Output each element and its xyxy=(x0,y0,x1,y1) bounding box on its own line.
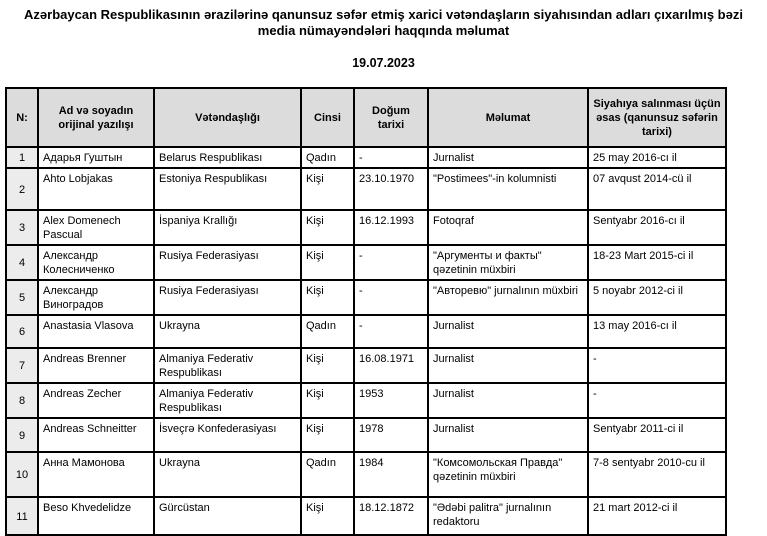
table-header-cell: Doğum tarixi xyxy=(354,88,428,147)
table-cell: Александр Колесниченко xyxy=(38,245,154,280)
table-cell: Адарья Гуштын xyxy=(38,147,154,168)
table-cell: Qadın xyxy=(301,147,354,168)
table-cell: 21 mart 2012-ci il xyxy=(588,497,726,535)
table-row xyxy=(6,147,726,168)
table-cell: 07 avqust 2014-cü il xyxy=(588,168,726,210)
table-cell: 5 noyabr 2012-ci il xyxy=(588,280,726,315)
row-index-cell: 7 xyxy=(6,348,38,383)
table-cell: - xyxy=(354,280,428,315)
table-cell: Belarus Respublikası xyxy=(154,147,301,168)
info-table xyxy=(5,87,727,536)
table-header-cell: Məlumat xyxy=(428,88,588,147)
table-cell: Kişi xyxy=(301,418,354,452)
row-index-cell: 9 xyxy=(6,418,38,452)
table-cell: Kişi xyxy=(301,245,354,280)
table-cell: Sentyabr 2011-ci il xyxy=(588,418,726,452)
table-cell: Rusiya Federasiyası xyxy=(154,245,301,280)
table-cell: Sentyabr 2016-cı il xyxy=(588,210,726,245)
table-row xyxy=(6,245,726,280)
table-cell: Ahto Lobjakas xyxy=(38,168,154,210)
table-cell: Jurnalist xyxy=(428,418,588,452)
table-cell: 18-23 Mart 2015-ci il xyxy=(588,245,726,280)
row-index-cell: 6 xyxy=(6,315,38,348)
table-cell: İspaniya Krallığı xyxy=(154,210,301,245)
table-cell: 25 may 2016-cı il xyxy=(588,147,726,168)
table-cell: Александр Виноградов xyxy=(38,280,154,315)
table-cell: 23.10.1970 xyxy=(354,168,428,210)
table-cell: "Аргументы и факты" qəzetinin müxbiri xyxy=(428,245,588,280)
table-cell: "Postimees"-in kolumnisti xyxy=(428,168,588,210)
table-cell: Анна Мамонова xyxy=(38,452,154,497)
table-cell: Kişi xyxy=(301,497,354,535)
table-cell: Andreas Schneitter xyxy=(38,418,154,452)
table-header-row xyxy=(6,88,726,147)
table-row xyxy=(6,280,726,315)
table-row xyxy=(6,168,726,210)
table-cell: Gürcüstan xyxy=(154,497,301,535)
table-cell: Almaniya Federativ Respublikası xyxy=(154,348,301,383)
row-index-cell: 1 xyxy=(6,147,38,168)
table-cell: 1953 xyxy=(354,383,428,418)
table-cell: Kişi xyxy=(301,280,354,315)
table-header-row xyxy=(6,88,726,147)
table-cell: Ukrayna xyxy=(154,452,301,497)
table-cell: 1978 xyxy=(354,418,428,452)
table-cell: "Авторевю" jurnalının müxbiri xyxy=(428,280,588,315)
table-cell: 16.08.1971 xyxy=(354,348,428,383)
table-row xyxy=(6,418,726,452)
table-header-cell: Ad və soyadın orijinal yazılışı xyxy=(38,88,154,147)
table-cell: 18.12.1872 xyxy=(354,497,428,535)
row-index-cell: 5 xyxy=(6,280,38,315)
table-row xyxy=(6,383,726,418)
table-cell: Estoniya Respublikası xyxy=(154,168,301,210)
table-row xyxy=(6,315,726,348)
table-cell: Alex Domenech Pascual xyxy=(38,210,154,245)
table-cell: - xyxy=(588,383,726,418)
table-cell: Jurnalist xyxy=(428,383,588,418)
table-cell: - xyxy=(354,147,428,168)
table-header-cell: Vətəndaşlığı xyxy=(154,88,301,147)
table-cell: 16.12.1993 xyxy=(354,210,428,245)
table-cell: 1984 xyxy=(354,452,428,497)
table-cell: Anastasia Vlasova xyxy=(38,315,154,348)
table-cell: Andreas Zecher xyxy=(38,383,154,418)
document-date: 19.07.2023 xyxy=(352,56,415,70)
row-index-cell: 2 xyxy=(6,168,38,210)
table-cell: Jurnalist xyxy=(428,147,588,168)
page-title: Azərbaycan Respublikasının ərazilərinə qanunsuz səfər etmiş xarici vətəndaşların siyahısından adları çıxarılmış bəzi media nümayəndələri haqqında məlumat xyxy=(24,7,743,38)
table-body xyxy=(6,147,726,535)
row-index-cell: 3 xyxy=(6,210,38,245)
table-row xyxy=(6,452,726,497)
row-index-cell: 8 xyxy=(6,383,38,418)
table-cell: 13 may 2016-cı il xyxy=(588,315,726,348)
table-cell: Qadın xyxy=(301,315,354,348)
table-cell: "Ədəbi palitra" jurnalının redaktoru xyxy=(428,497,588,535)
table-cell: - xyxy=(588,348,726,383)
table-cell: Kişi xyxy=(301,383,354,418)
row-index-cell: 11 xyxy=(6,497,38,535)
table-cell: Kişi xyxy=(301,348,354,383)
row-index-cell: 10 xyxy=(6,452,38,497)
row-index-cell: 4 xyxy=(6,245,38,280)
table-cell: Kişi xyxy=(301,210,354,245)
table-cell: Kişi xyxy=(301,168,354,210)
table-cell: Jurnalist xyxy=(428,348,588,383)
table-header-cell: Siyahıya salınması üçün əsas (qanunsuz səfərin tarixi) xyxy=(588,88,726,147)
table-cell: Fotoqraf xyxy=(428,210,588,245)
table-cell: Andreas Brenner xyxy=(38,348,154,383)
table-cell: İsveçrə Konfederasiyası xyxy=(154,418,301,452)
table-cell: "Комсомольская Правда" qəzetinin müxbiri xyxy=(428,452,588,497)
table-header-cell: N: xyxy=(6,88,38,147)
table-cell: Rusiya Federasiyası xyxy=(154,280,301,315)
table-cell: Almaniya Federativ Respublikası xyxy=(154,383,301,418)
table-cell: - xyxy=(354,245,428,280)
table-cell: Beso Khvedelidze xyxy=(38,497,154,535)
table-row xyxy=(6,497,726,535)
table-cell: Jurnalist xyxy=(428,315,588,348)
table-row xyxy=(6,210,726,245)
table-cell: - xyxy=(354,315,428,348)
table-row xyxy=(6,348,726,383)
table-cell: 7-8 sentyabr 2010-cu il xyxy=(588,452,726,497)
table-cell: Ukrayna xyxy=(154,315,301,348)
table-header-cell: Cinsi xyxy=(301,88,354,147)
table-cell: Qadın xyxy=(301,452,354,497)
